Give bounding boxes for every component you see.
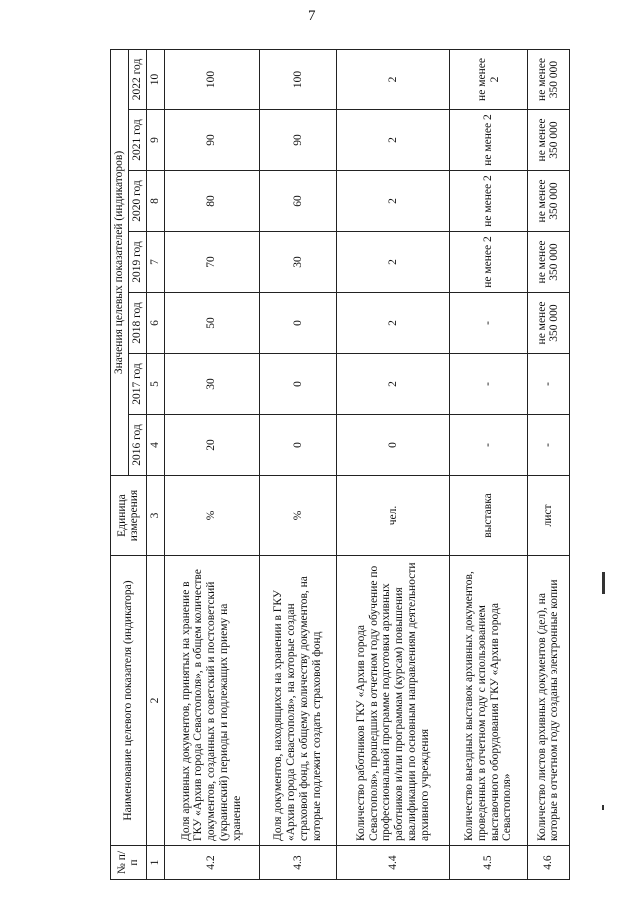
row-value: 100 xyxy=(164,49,259,109)
header-num: № п/п xyxy=(111,846,147,880)
column-number: 9 xyxy=(146,110,164,171)
table-row-4-4 xyxy=(337,49,450,879)
row-num: 4.2 xyxy=(164,846,259,880)
column-number: 1 xyxy=(146,846,164,880)
header-unit: Единица измерения xyxy=(111,476,147,556)
row-value: 2 xyxy=(337,293,450,354)
row-value: 50 xyxy=(164,293,259,354)
row-unit: выставка xyxy=(450,476,528,556)
column-number: 8 xyxy=(146,171,164,232)
row-value: 0 xyxy=(337,415,450,476)
row-value: 70 xyxy=(164,232,259,293)
header-year: 2021 год xyxy=(128,110,146,171)
row-unit: чел. xyxy=(337,476,450,556)
column-number: 7 xyxy=(146,232,164,293)
header-year: 2018 год xyxy=(128,293,146,354)
table-row-4-5 xyxy=(450,49,528,879)
row-value: 2 xyxy=(337,232,450,293)
row-unit: % xyxy=(164,476,259,556)
row-value: не менее 350 000 xyxy=(527,232,569,293)
row-num: 4.4 xyxy=(337,846,450,880)
row-num: 4.3 xyxy=(259,846,337,880)
row-value: 2 xyxy=(337,354,450,415)
row-value: не менее 2 xyxy=(450,110,528,171)
column-number: 5 xyxy=(146,354,164,415)
scan-artifact xyxy=(602,572,605,594)
row-name: Доля документов, находящихся на хранении в ГКУ «Архив города Севастополя», на которые создан страховой фонд, к общему количеству документов, на которые подлежит создать страховой фонд xyxy=(259,556,337,846)
column-number: 3 xyxy=(146,476,164,556)
row-value: 80 xyxy=(164,171,259,232)
rotated-table-container xyxy=(110,50,570,880)
row-value: 20 xyxy=(164,415,259,476)
row-value: не менее 350 000 xyxy=(527,171,569,232)
header-name: Наименование целевого показателя (индикатора) xyxy=(111,556,147,846)
indicators-table xyxy=(110,49,570,880)
row-num: 4.5 xyxy=(450,846,528,880)
row-value: не менее 350 000 xyxy=(527,49,569,109)
row-value: не менее 350 000 xyxy=(527,110,569,171)
row-value: - xyxy=(450,293,528,354)
row-name: Количество выездных выставок архивных документов, проведенных в отчетном году с использованием выставочного оборудования ГКУ «Архив города Севастополя» xyxy=(450,556,528,846)
column-number: 4 xyxy=(146,415,164,476)
row-value: 60 xyxy=(259,171,337,232)
row-value: - xyxy=(527,354,569,415)
column-number: 2 xyxy=(146,556,164,846)
table-row-4-2 xyxy=(164,49,259,879)
header-row-1 xyxy=(111,49,129,879)
row-value: - xyxy=(450,415,528,476)
header-year: 2019 год xyxy=(128,232,146,293)
row-value: не менее 350 000 xyxy=(527,293,569,354)
row-value: 0 xyxy=(259,293,337,354)
header-year: 2020 год xyxy=(128,171,146,232)
table-row-4-6 xyxy=(527,49,569,879)
row-value: - xyxy=(450,354,528,415)
header-year: 2017 год xyxy=(128,354,146,415)
row-name: Доля архивных документов, принятых на хранение в ГКУ «Архив города Севастополя», в общем количестве документов, созданных в советский и постсоветский (украинский) периоды и подлежащих приему на хранение xyxy=(164,556,259,846)
scan-artifact xyxy=(602,805,604,810)
indicators-table-wrapper xyxy=(110,50,570,880)
row-name: Количество работников ГКУ «Архив города Севастополя», прошедших в отчетном году обучение по профессиональной программе подготовки архивных работников и/или программам (курсам) повышения квалификации по основным направлениям деятельности архивного учреждения xyxy=(337,556,450,846)
header-values-group: Значения целевых показателей (индикаторов) xyxy=(111,49,129,475)
row-value: не менее 2 xyxy=(450,49,528,109)
row-name: Количество листов архивных документов (дел), на которые в отчетном году созданы электронные копии xyxy=(527,556,569,846)
row-unit: % xyxy=(259,476,337,556)
row-value: не менее 2 xyxy=(450,232,528,293)
page-number: 7 xyxy=(308,8,316,24)
row-num: 4.6 xyxy=(527,846,569,880)
header-year: 2022 год xyxy=(128,49,146,109)
row-unit: лист xyxy=(527,476,569,556)
row-value: 0 xyxy=(259,415,337,476)
header-year: 2016 год xyxy=(128,415,146,476)
column-number: 10 xyxy=(146,49,164,109)
row-value: 2 xyxy=(337,110,450,171)
row-value: 0 xyxy=(259,354,337,415)
row-value: не менее 2 xyxy=(450,171,528,232)
row-value: 100 xyxy=(259,49,337,109)
table-row-4-3 xyxy=(259,49,337,879)
row-value: 90 xyxy=(259,110,337,171)
row-value: 2 xyxy=(337,49,450,109)
row-value: 90 xyxy=(164,110,259,171)
row-value: 30 xyxy=(164,354,259,415)
column-number-row xyxy=(146,49,164,879)
row-value: 2 xyxy=(337,171,450,232)
row-value: 30 xyxy=(259,232,337,293)
row-value: - xyxy=(527,415,569,476)
column-number: 6 xyxy=(146,293,164,354)
